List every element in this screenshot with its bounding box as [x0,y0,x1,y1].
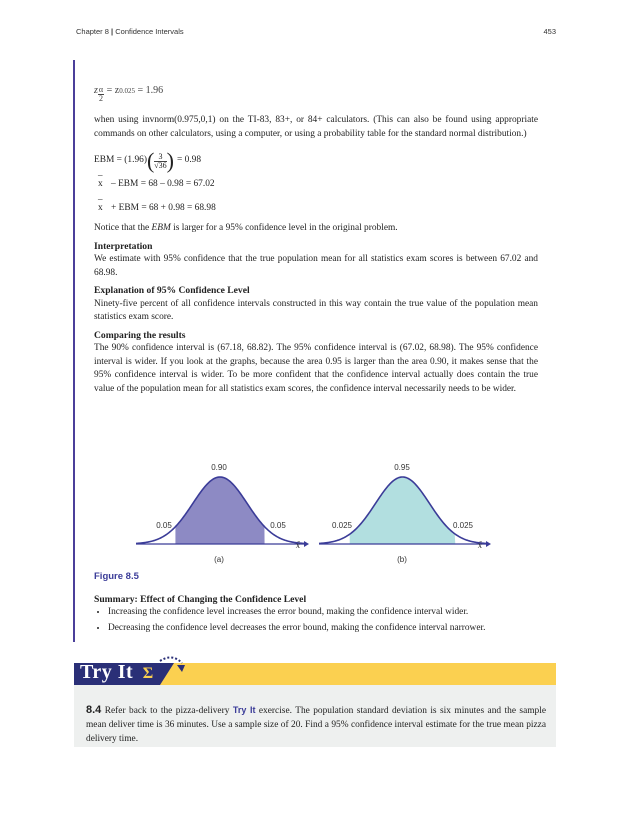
summary-item: • Decreasing the confidence level decreases the error bound, making the confidence interval narrower. [108,622,538,635]
exercise-text-post: exercise. The population standard deviation is six minutes and the sample mean deliver time is 36 minutes. Use a sample size of 20. Find a 95% confidence interval estimate for the true mean pizza delivery time. [86,706,546,745]
lower-bound-formula [94,178,538,198]
ebm-rhs: = 0.98 [177,155,202,166]
alpha-over-two [98,86,104,103]
graph-b-right-label: 0.025 [452,521,474,530]
graph-a-right-label: 0.05 [270,521,286,530]
graph-a-axis-label: x̄ [295,541,301,550]
summary-list [94,606,538,635]
two-denominator: 2 [99,94,103,103]
confidence-graphs-figure [136,458,506,568]
graph-a-axis-arrow [304,541,309,547]
alpha-symbol: α [98,85,104,94]
example-content [94,82,538,396]
graph-a-center-label: 0.90 [211,463,227,472]
interpretation-heading: Interpretation [94,240,153,252]
exercise-text-pre: Refer back to the pizza-delivery [101,706,233,717]
notice-ebm: EBM [151,223,171,233]
sigma-over-root-n [154,153,166,170]
chapter-number: Chapter 8 [76,27,109,36]
upper-bound-text: + EBM = 68 + 0.98 = 68.98 [111,203,216,213]
notice-pre: Notice that the [94,223,152,233]
chapter-title: Confidence Intervals [115,27,184,36]
left-paren: ( [146,148,155,173]
summary-item: • Increasing the confidence level increases the error bound, making the confidence interval wider. [108,606,538,619]
try-it-title [80,661,154,684]
try-it-exercise [86,703,546,746]
graph-b-axis-arrow [486,541,491,547]
summary-block [94,593,538,638]
graph-b-left-label: 0.025 [331,521,353,530]
xbar-symbol: _ x [98,178,103,192]
z-subscript: 0.025 [119,86,135,95]
notice-post: is larger for a 95% confidence level in the original problem. [170,223,398,233]
dotted-arrow-icon [158,655,188,677]
graph-a-caption: (a) [214,555,224,564]
z-value: = 1.96 [137,84,164,96]
interpretation-paragraph: We estimate with 95% confidence that the true population mean for all statistics exam scores is between 67.02 and 68.98. [94,254,538,278]
page-header [76,27,556,36]
figure-label: Figure 8.5 [94,571,139,582]
page-number: 453 [543,27,556,36]
sigma-icon: Σ [142,665,154,682]
graph-a-left-label: 0.05 [156,521,172,530]
fraction-numerator: 3 [154,153,166,162]
try-it-link[interactable]: Try It [232,705,256,716]
example-sidebar-rule [73,60,75,642]
graph-a [136,463,309,564]
graph-b-caption: (b) [397,555,407,564]
header-separator: | [111,27,114,36]
exercise-number: 8.4 [86,704,102,717]
graph-b-axis-label: x̄ [477,541,483,550]
ebm-formula [94,148,538,174]
graph-b-center-label: 0.95 [394,463,410,472]
upper-bound-formula [94,202,538,222]
graph-b [319,463,491,564]
chapter-heading [76,27,184,36]
z-symbol: z [94,84,98,96]
explanation-heading: Explanation of 95% Confidence Level [94,285,250,296]
fraction-denominator: √36 [154,160,167,170]
ebm-lhs: EBM = (1.96) [94,155,147,166]
invnorm-paragraph: when using invnorm(0.975,0,1) on the TI-83, 83+, or 84+ calculators. (This can also be found using appropriate commands on other calculators, using a computer, or using a probability table for the standard normal distribution.) [94,115,538,139]
right-paren: ) [166,148,174,173]
z-formula [94,82,538,104]
comparing-heading: Comparing the results [94,329,186,341]
try-it-title-text: Try It [80,661,134,683]
notice-paragraph [94,222,538,236]
lower-bound-text: – EBM = 68 – 0.98 = 67.02 [111,179,215,189]
graph-b-shaded-area [350,477,456,544]
xbar-symbol: _ x [98,202,103,216]
comparing-paragraph: The 90% confidence interval is (67.18, 68.82). The 95% confidence interval is (67.02, 68.98). The 95% confidence interval is wider. If you look at the graphs, because the area 0.95 is larger than the area 0.90, it makes sense that the 95% confidence interval is wider. To be more confident that the confidence interval actually does contain the true value of the population mean for all statistics exam scores, the confidence interval necessarily needs to be wider. [94,343,538,394]
z-rhs: = z [106,84,120,96]
summary-heading: Summary: Effect of Changing the Confidence Level [94,594,307,605]
explanation-paragraph: Ninety-five percent of all confidence intervals constructed in this way contain the true value of the population mean statistics exam score. [94,298,538,322]
